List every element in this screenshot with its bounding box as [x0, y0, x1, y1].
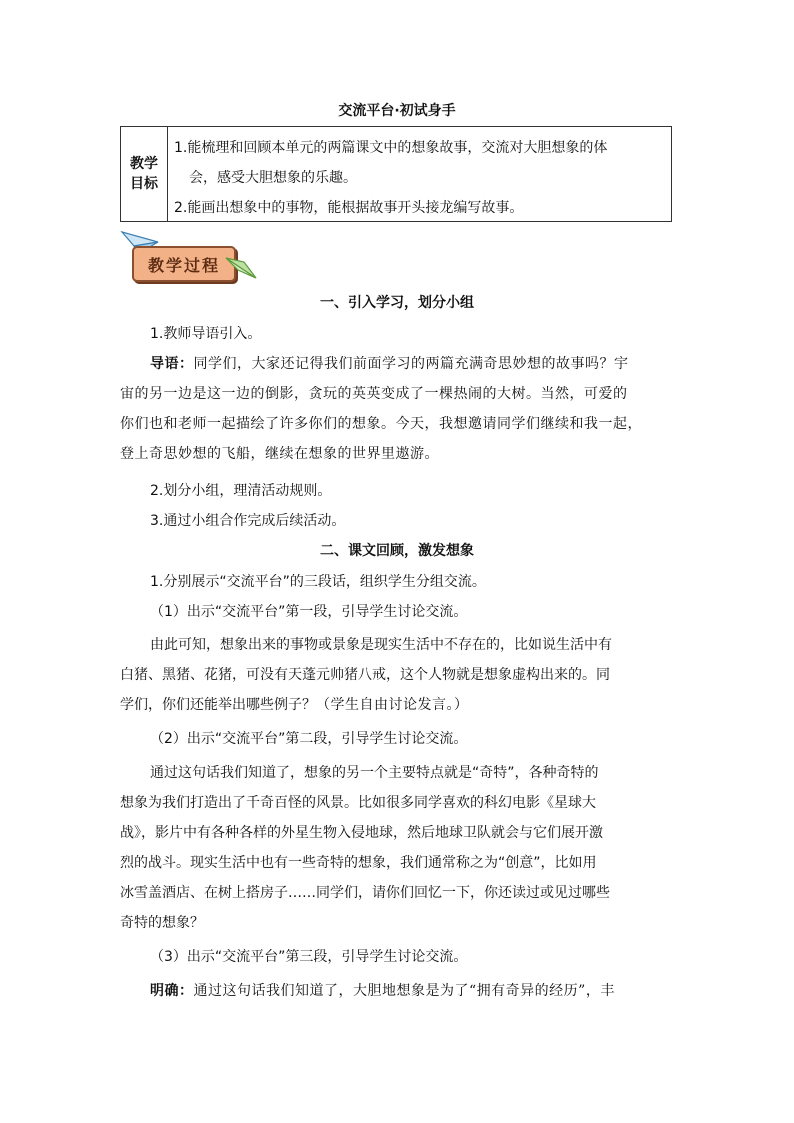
p2-line-5: 冰雪盖酒店、在树上搭房子……同学们，请你们回忆一下，你还读过或见过哪些 [120, 885, 610, 901]
document-title: 交流平台·初试身手 [338, 103, 456, 119]
goals-label-line1: 教学 [130, 156, 158, 172]
guide-line-1 [150, 353, 629, 373]
section2-heading: 二、课文回顾，激发想象 [320, 543, 474, 559]
p1-text-3b: （学生自由讨论发言。） [316, 697, 469, 713]
clarify-text: 通过这句话我们知道了，大胆地想象是为了“拥有奇异的经历”，丰 [193, 983, 615, 999]
p1-line-2: 白猪、黑猪、花猪，可没有天蓬元帅猪八戒，这个人物就是想象虚构出来的。同 [120, 667, 610, 683]
clarify-label: 明确： [150, 983, 194, 999]
p1-line-3 [120, 694, 469, 714]
section1-step2: 2.划分小组，理清活动规则。 [150, 483, 332, 499]
goals-content-cell [168, 127, 671, 221]
clarify-line [150, 980, 615, 1000]
goal-item-2: 2.能画出想象中的事物，能根据故事开头接龙编写故事。 [174, 200, 524, 216]
p2-line-6: 奇特的想象？ [120, 915, 204, 931]
teaching-goals-table [120, 126, 672, 222]
goals-label-cell [121, 127, 168, 221]
p2-line-3: 战》，影片中有各种各样的外星生物入侵地球，然后地球卫队就会与它们展开激 [120, 825, 603, 841]
p2-line-1: 通过这句话我们知道了，想象的另一个主要特点就是“奇特”，各种奇特的 [150, 765, 599, 781]
paper-plane-right-icon [224, 252, 258, 280]
p2-line-4: 烈的战斗。现实生活中也有一些奇特的想象，我们通常称之为“创意”，比如用 [120, 855, 597, 871]
section2-step1: 1.分别展示“交流平台”的三段话，组织学生分组交流。 [150, 574, 486, 590]
section2-sub3: （3）出示“交流平台”第三段，引导学生讨论交流。 [150, 949, 468, 965]
section2-sub2: （2）出示“交流平台”第二段，引导学生讨论交流。 [150, 731, 468, 747]
guide-line-3: 你们也和老师一起描绘了许多你们的想象。今天，我想邀请同学们继续和我一起， [120, 416, 642, 432]
guide-line-4: 登上奇思妙想的飞船，继续在想象的世界里遨游。 [120, 446, 439, 462]
section1-step3: 3.通过小组合作完成后续活动。 [150, 513, 346, 529]
guide-line-2: 宙的另一边是这一边的倒影，贪玩的英英变成了一棵热闹的大树。当然，可爱的 [120, 386, 628, 402]
goals-label-line2: 目标 [130, 176, 158, 192]
goal-item-1b: 会，感受大胆想象的乐趣。 [189, 170, 357, 186]
section1-heading: 一、引入学习，划分小组 [320, 295, 474, 311]
section1-step1: 1.教师导语引入。 [150, 326, 262, 342]
p1-text-3a: 学们，你们还能举出哪些例子？ [120, 697, 316, 713]
p2-line-2: 想象为我们打造出了千奇百怪的风景。比如很多同学喜欢的科幻电影《星球大 [120, 795, 596, 811]
goal-item-1a: 1.能梳理和回顾本单元的两篇课文中的想象故事，交流对大胆想象的体 [174, 140, 608, 156]
guide-label: 导语： [150, 356, 194, 372]
teaching-process-badge [120, 228, 260, 284]
badge-label: 教学过程 [132, 246, 236, 282]
section2-sub1: （1）出示“交流平台”第一段，引导学生讨论交流。 [150, 604, 468, 620]
guide-text-1: 同学们，大家还记得我们前面学习的两篇充满奇思妙想的故事吗？宇 [193, 356, 629, 372]
p1-line-1: 由此可知，想象出来的事物或景象是现实生活中不存在的，比如说生活中有 [150, 637, 612, 653]
